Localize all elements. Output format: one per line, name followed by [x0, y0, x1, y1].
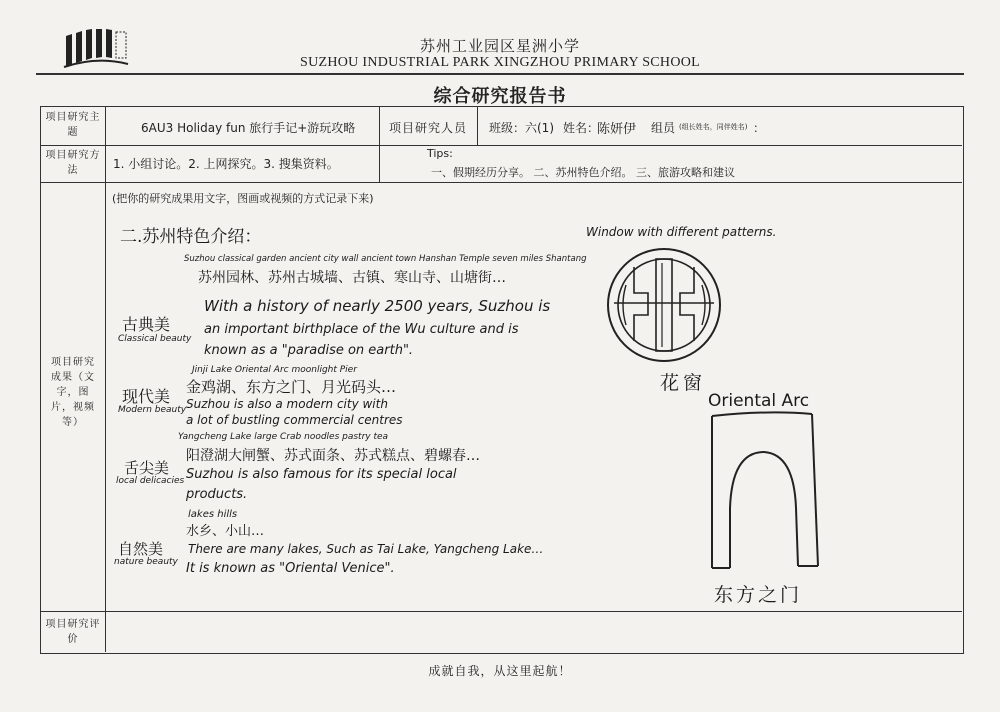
delicacies-cn: 舌尖美 — [124, 459, 170, 477]
member-label: 组员 — [651, 121, 676, 135]
nature-tags-cn: 水乡、小山… — [186, 524, 265, 539]
column-divider — [379, 145, 380, 182]
delicacies-tags-en: Yangcheng Lake large Crab noodles pastry tea — [178, 432, 389, 442]
modern-beauty-en: Modern beauty — [118, 405, 187, 415]
nature-line-1: There are many lakes, Such as Tai Lake, Yangcheng Lake… — [188, 542, 544, 556]
nature-tags-en: lakes hills — [188, 509, 238, 520]
topic-value: 6AU3 Holiday fun 旅行手记+游玩攻略 — [141, 121, 356, 135]
school-logo-icon — [62, 26, 132, 70]
modern-tags-en: Jinji Lake Oriental Arc moonlight Pier — [192, 365, 357, 375]
column-divider — [105, 107, 106, 652]
column-divider — [379, 107, 380, 145]
nature-line-2: It is known as "Oriental Venice". — [186, 561, 395, 576]
classical-line-3: known as a "paradise on earth". — [204, 343, 414, 358]
row-divider — [41, 182, 962, 183]
nature-beauty-en: nature beauty — [114, 557, 178, 567]
flower-window-label: 花窗 — [660, 372, 707, 394]
school-name-cn: 苏州工业园区星洲小学 — [419, 37, 580, 55]
instruction-text: (把你的研究成果用文字，图画或视频的方式记录下来) — [112, 192, 374, 205]
method-value: 1. 小组讨论。2. 上网探究。3. 搜集资料。 — [113, 157, 339, 171]
classical-beauty-en: Classical beauty — [118, 334, 192, 344]
school-name-en: SUZHOU INDUSTRIAL PARK XINGZHOU PRIMARY SCHOOL — [300, 55, 700, 70]
classical-tags-cn: 苏州园林、苏州古城墙、古镇、寒山寺、山塘街… — [198, 270, 506, 286]
delicacies-line-2: products. — [186, 487, 248, 502]
tips-label: Tips: — [427, 147, 453, 160]
nature-beauty-cn: 自然美 — [118, 540, 164, 558]
member-colon: ： — [753, 121, 766, 135]
classical-beauty-cn: 古典美 — [122, 315, 171, 334]
classical-line-2: an important birthplace of the Wu culture and is — [204, 322, 519, 337]
oriental-arc-label: 东方之门 — [714, 584, 803, 606]
tips-value: 一、假期经历分享。 二、苏州特色介绍。 三、旅游攻略和建议 — [431, 166, 735, 179]
report-title: 综合研究报告书 — [433, 86, 567, 107]
modern-tags-cn: 金鸡湖、东方之门、月光码头… — [186, 378, 397, 396]
delicacies-tags-cn: 阳澄湖大闸蟹、苏式面条、苏式糕点、碧螺春… — [186, 448, 480, 464]
header-divider — [36, 73, 964, 75]
oriental-arc-drawing-icon — [708, 408, 838, 578]
class-text: 班级：六(1) — [489, 121, 554, 135]
method-label: 项目研究方法 — [45, 150, 101, 176]
member-note: (组长姓名，同伴姓名) — [679, 123, 748, 131]
delicacies-en: local delicacies — [116, 476, 185, 486]
section-title: 二.苏州特色介绍： — [120, 227, 262, 247]
row-divider — [41, 611, 962, 612]
column-divider — [477, 107, 478, 145]
window-caption: Window with different patterns. — [586, 225, 777, 239]
name-value: 陈妍伊 — [597, 122, 637, 137]
classical-line-1: With a history of nearly 2500 years, Suzhou is — [204, 297, 551, 315]
flower-window-drawing-icon — [604, 245, 724, 365]
name-label: 姓名： — [563, 121, 600, 135]
modern-line-1: Suzhou is also a modern city with — [186, 397, 388, 411]
arc-caption: Oriental Arc — [708, 391, 810, 411]
delicacies-line-1: Suzhou is also famous for its special local — [186, 467, 457, 482]
row-divider — [41, 145, 962, 146]
modern-line-2: a lot of bustling commercial centres — [186, 413, 403, 427]
people-label: 项目研究人员 — [389, 121, 468, 135]
topic-label: 项目研究主题 — [45, 112, 101, 138]
modern-beauty-cn: 现代美 — [122, 387, 171, 406]
footer-slogan: 成就自我，从这里起航！ — [428, 664, 572, 678]
classical-tags-en: Suzhou classical garden ancient city wall ancient town Hanshan Temple seven miles Shantang — [184, 254, 587, 264]
result-label: 项目研究成果（文字，图片，视频等） — [51, 357, 95, 428]
evaluation-label: 项目研究评价 — [45, 619, 101, 645]
